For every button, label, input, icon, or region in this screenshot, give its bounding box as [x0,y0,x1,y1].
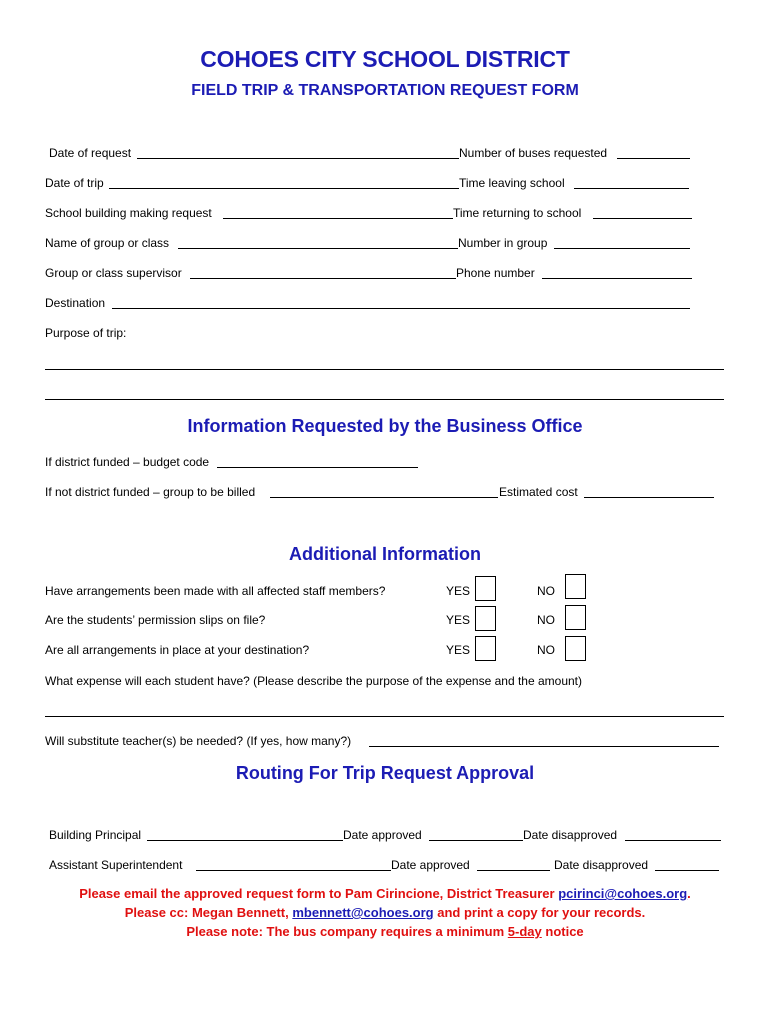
supervisor-label: Group or class supervisor [45,266,182,280]
principal-date-disapproved-field[interactable] [625,840,721,841]
building-principal-field[interactable] [147,840,343,841]
purpose-field-line-1[interactable] [45,369,724,370]
date-of-request-label: Date of request [49,146,132,160]
cc-notice [0,905,770,920]
bus-notice-text: Please note: The bus company requires a minimum [186,924,508,939]
time-leaving-field[interactable] [574,188,689,189]
bus-notice [0,924,770,939]
number-in-group-label: Number in group [458,236,548,250]
cc-email-link[interactable]: mbennett@cohoes.org [292,905,434,920]
staff-arrangements-yes-checkbox[interactable] [475,576,496,601]
destination-field[interactable] [112,308,690,309]
principal-date-approved-label: Date approved [343,828,422,842]
staff-arrangements-question: Have arrangements been made with all affected staff members? [45,584,386,598]
estimated-cost-field[interactable] [584,497,714,498]
routing-heading: Routing For Trip Request Approval [235,763,535,783]
group-name-label: Name of group or class [45,236,170,250]
destination-arrangements-no-checkbox[interactable] [565,636,586,661]
superintendent-date-approved-field[interactable] [477,870,550,871]
bus-notice-end: notice [541,924,584,939]
number-of-buses-label: Number of buses requested [459,146,608,160]
group-name-field[interactable] [178,248,458,249]
date-of-trip-field[interactable] [109,188,459,189]
phone-label: Phone number [456,266,535,280]
supervisor-field[interactable] [190,278,456,279]
email-notice-text: Please email the approved request form to Pam Cirincione, District Treasurer [79,886,559,901]
substitute-teacher-field[interactable] [369,746,719,747]
email-notice-end: . [687,886,691,901]
date-of-trip-label: Date of trip [45,176,104,190]
assistant-superintendent-field[interactable] [196,870,391,871]
time-returning-field[interactable] [593,218,692,219]
form-title: COHOES CITY SCHOOL DISTRICT [200,46,570,72]
superintendent-date-approved-label: Date approved [391,858,470,872]
permission-slips-question: Are the students’ permission slips on file? [45,613,266,627]
principal-date-approved-field[interactable] [429,840,523,841]
superintendent-date-disapproved-label: Date disapproved [554,858,649,872]
school-building-field[interactable] [223,218,453,219]
staff-arrangements-yes-label: YES [446,584,471,598]
destination-arrangements-yes-label: YES [446,643,471,657]
phone-field[interactable] [542,278,692,279]
student-expense-field[interactable] [45,716,724,717]
estimated-cost-label: Estimated cost [499,485,578,499]
staff-arrangements-no-label: NO [537,584,555,598]
principal-date-disapproved-label: Date disapproved [523,828,618,842]
building-principal-label: Building Principal [49,828,142,842]
cc-notice-text: Please cc: Megan Bennett, [124,905,293,920]
permission-slips-no-checkbox[interactable] [565,605,586,630]
student-expense-question: What expense will each student have? (Please describe the purpose of the expense and the amount) [45,674,583,688]
time-returning-label: Time returning to school [453,206,582,220]
bus-notice-days: 5-day [507,924,542,939]
additional-info-heading: Additional Information [289,544,481,564]
form-subtitle: FIELD TRIP & TRANSPORTATION REQUEST FORM [191,82,579,99]
cc-notice-end: and print a copy for your records. [433,905,646,920]
substitute-teacher-question: Will substitute teacher(s) be needed? (If yes, how many?) [45,734,352,748]
group-billed-field[interactable] [270,497,498,498]
superintendent-date-disapproved-field[interactable] [655,870,719,871]
group-billed-label: If not district funded – group to be billed [45,485,256,499]
permission-slips-yes-label: YES [446,613,471,627]
date-of-request-field[interactable] [137,158,459,159]
permission-slips-yes-checkbox[interactable] [475,606,496,631]
email-notice [0,886,770,901]
budget-code-field[interactable] [217,467,418,468]
destination-arrangements-yes-checkbox[interactable] [475,636,496,661]
destination-arrangements-no-label: NO [537,643,555,657]
number-in-group-field[interactable] [554,248,690,249]
destination-label: Destination [45,296,106,310]
time-leaving-label: Time leaving school [459,176,565,190]
number-of-buses-field[interactable] [617,158,690,159]
purpose-field-line-2[interactable] [45,399,724,400]
destination-arrangements-question: Are all arrangements in place at your destination? [45,643,310,657]
purpose-label: Purpose of trip: [45,326,127,340]
treasurer-email-link[interactable]: pcirinci@cohoes.org [558,886,688,901]
school-building-label: School building making request [45,206,212,220]
budget-code-label: If district funded – budget code [45,455,210,469]
staff-arrangements-no-checkbox[interactable] [565,574,586,599]
permission-slips-no-label: NO [537,613,555,627]
assistant-superintendent-label: Assistant Superintendent [49,858,183,872]
business-office-heading: Information Requested by the Business Office [187,416,583,436]
